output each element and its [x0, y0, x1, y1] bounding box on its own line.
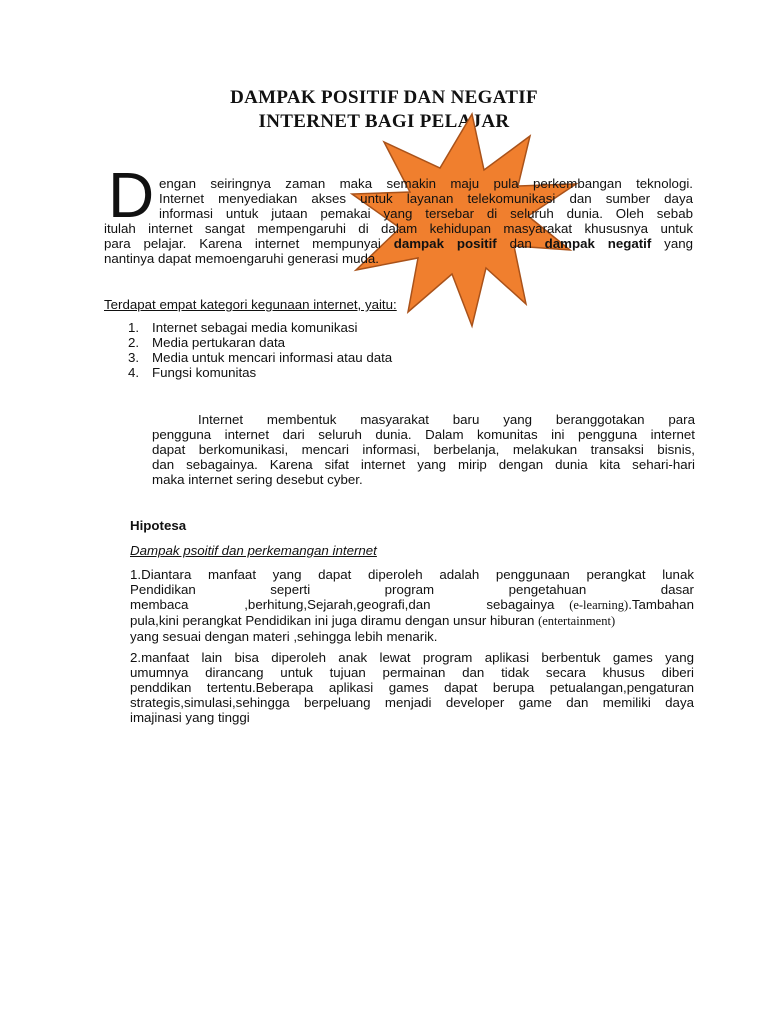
point1-word: ,berhitung,Sejarah,geografi,dan	[244, 597, 431, 612]
list-number: 3.	[128, 350, 140, 365]
point1-word-text: sebagainya	[486, 597, 555, 612]
hipotesa-heading: Hipotesa	[130, 518, 187, 533]
title-line-2: INTERNET BAGI PELAJAR	[258, 111, 510, 132]
drop-cap-letter: D	[108, 159, 155, 231]
community-line-4: dan sebagainya. Karena sifat internet yang mirip dengan dunia kita sehari-hari	[152, 457, 695, 472]
dampak-positif-bold: dampak positif	[393, 236, 497, 251]
point1-line-3	[130, 597, 694, 613]
point2-line-4: strategis,simulasi,sehingga berpeluang menjadi developer game dan memiliki daya	[130, 695, 694, 710]
community-paragraph	[152, 412, 695, 487]
title-line-1: DAMPAK POSITIF DAN NEGATIF	[230, 87, 538, 108]
intro-line-4: itulah internet sangat mempengaruhi di dalam kehidupan masyarakat khususnya untuk	[104, 221, 693, 236]
community-line-1: Internet membentuk masyarakat baru yang beranggotakan para	[198, 412, 695, 427]
point1-word: seperti	[270, 582, 311, 597]
hipotesa-subheading: Dampak psoitif dan perkemangan internet	[130, 543, 377, 558]
point1-word: Pendidikan	[130, 582, 196, 597]
point1-word-tail: .Tambahan	[628, 597, 694, 612]
entertainment-term: (entertainment)	[538, 614, 616, 628]
categories-heading: Terdapat empat kategori kegunaan internet, yaitu:	[104, 297, 397, 312]
e-learning-term: (e-learning)	[569, 598, 629, 612]
community-line-3: dapat berkomunikasi, mencari informasi, berbelanja, melakukan transaksi bisnis,	[152, 442, 695, 457]
point2-line-2: umumnya dirancang untuk tujuan permainan dan tidak secara khusus diberi	[130, 665, 694, 680]
list-item	[104, 350, 392, 365]
intro-line-2: Internet menyediakan akses untuk layanan telekomunikasi dan sumber daya	[159, 191, 693, 206]
point1-line-2	[130, 582, 694, 597]
point2-line-5: imajinasi yang tinggi	[130, 710, 250, 725]
intro-line-5-text: para pelajar. Karena internet mempunyai	[104, 236, 394, 251]
community-line-2: pengguna internet dari seluruh dunia. Dalam komunitas ini pengguna internet	[152, 427, 695, 442]
dampak-negatif-bold: dampak negatif	[544, 236, 652, 251]
point1-word: membaca	[130, 597, 189, 612]
intro-line-5	[104, 236, 693, 251]
point1-line-4-text: pula,kini perangkat Pendidikan ini juga diramu dengan unsur hiburan	[130, 613, 539, 628]
point1-word: pengetahuan	[508, 582, 587, 597]
list-number: 1.	[128, 320, 140, 335]
intro-line-5-end: yang	[651, 236, 693, 251]
intro-line-5-and: dan	[496, 236, 545, 251]
list-number: 4.	[128, 365, 140, 380]
intro-line-3: informasi untuk jutaan pemakai yang tersebar di seluruh dunia. Oleh sebab	[159, 206, 693, 221]
list-item-text: Internet sebagai media komunikasi	[152, 320, 358, 335]
point1-word: program	[384, 582, 435, 597]
hipotesa-point-1	[130, 567, 694, 644]
intro-line-6: nantinya dapat memoengaruhi generasi muda.	[104, 251, 379, 266]
categories-list	[104, 320, 392, 380]
list-item-text: Media pertukaran data	[152, 335, 286, 350]
point1-line-4	[130, 613, 694, 629]
community-line-5: maka internet sering desebut cyber.	[152, 472, 363, 487]
point1-word	[486, 597, 694, 613]
list-item	[104, 335, 392, 350]
point1-line-5: yang sesuai dengan materi ,sehingga lebih menarik.	[130, 629, 438, 644]
point2-line-1: 2.manfaat lain bisa diperoleh anak lewat program aplikasi berbentuk games yang	[130, 650, 694, 665]
hipotesa-point-2	[130, 650, 694, 725]
list-number: 2.	[128, 335, 140, 350]
list-item	[104, 365, 392, 380]
list-item	[104, 320, 392, 335]
point1-word: dasar	[660, 582, 694, 597]
point2-line-3: penddikan tertentu.Beberapa aplikasi games dapat berupa petualangan,pengaturan	[130, 680, 694, 695]
list-item-text: Media untuk mencari informasi atau data	[152, 350, 393, 365]
intro-line-1: engan seiringnya zaman maka semakin maju pula perkembangan teknologi.	[159, 176, 693, 191]
point1-line-1: 1.Diantara manfaat yang dapat diperoleh adalah penggunaan perangkat lunak	[130, 567, 694, 582]
list-item-text: Fungsi komunitas	[152, 365, 257, 380]
